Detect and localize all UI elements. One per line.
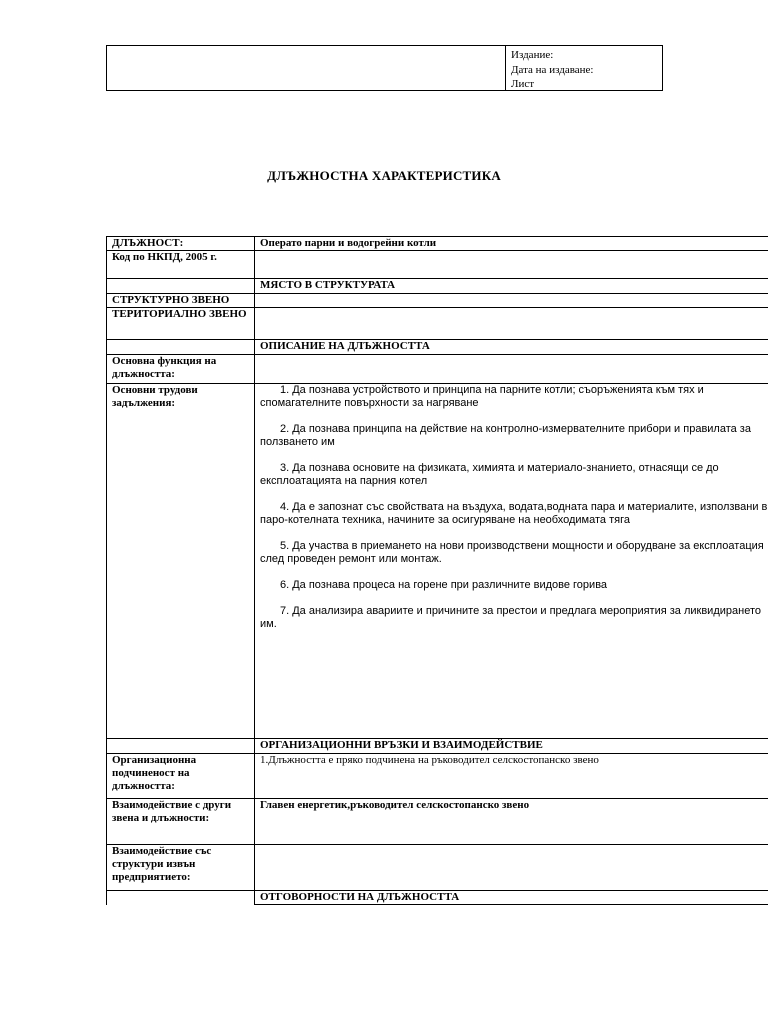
duty-item: 1. Да познава устройството и принципа на парните котли; съоръженията към тях и спомагателните повърхности за нагряване (260, 384, 704, 409)
header-info (511, 48, 593, 92)
duty-item: 2. Да познава принципа на действие на контролно-измервателните прибори и правилата за ползването им (260, 423, 751, 448)
header-divider (505, 46, 506, 90)
edition-label: Издание: (511, 49, 554, 61)
structural-unit-label: СТРУКТУРНО ЗВЕНО (107, 294, 255, 308)
sheet-label: Лист (511, 78, 535, 90)
territorial-unit-label: ТЕРИТОРИАЛНО ЗВЕНО (107, 308, 255, 340)
position-value: Операто парни и водогрейни котли (255, 237, 768, 251)
code-label: Код по НКПД, 2005 г. (107, 251, 255, 279)
table-row (107, 384, 768, 739)
table-row (107, 754, 768, 799)
duty-item: 7. Да анализира авариите и причините за престои и предлага мероприятия за ликвидирането им. (260, 605, 761, 630)
subordination-label: Организационна подчиненост на длъжността: (107, 754, 255, 799)
main-function-label: Основна функция на длъжността: (107, 355, 255, 384)
issue-date-label: Дата на издаване: (511, 63, 594, 76)
interaction-value: Главен енергетик,ръководител селскостопанско звено (255, 799, 768, 845)
duty-item: 5. Да участва в приемането на нови производствени мощности и оборудване за експлоатация след проведен ремонт или монтаж. (260, 540, 764, 565)
section-structure: МЯСТО В СТРУКТУРАТА (255, 279, 768, 294)
duties-list (255, 384, 768, 739)
table-row (107, 340, 768, 355)
table-row (107, 799, 768, 845)
section-org-relations: ОРГАНИЗАЦИОННИ ВРЪЗКИ И ВЗАИМОДЕЙСТВИЕ (255, 739, 768, 754)
interaction-label: Взаимодействие с други звена и длъжности: (107, 799, 255, 845)
table-row (107, 294, 768, 308)
subordination-value: 1.Длъжността е пряко подчинена на ръководител селскостопанско звено (255, 754, 768, 799)
table-row (107, 251, 768, 279)
duty-item: 6. Да познава процеса на горене при различните видове горива (280, 579, 608, 591)
table-row (107, 739, 768, 754)
external-interaction-label: Взаимодействие със структури извън предприятието: (107, 845, 255, 891)
section-responsibilities: ОТГОВОРНОСТИ НА ДЛЪЖНОСТТА (255, 891, 768, 905)
table-row (107, 237, 768, 251)
duty-item: 4. Да е запознат със свойствата на въздуха, водата,водната пара и материалите, използвани в паро-котелната техника, начините за осигуряване на необходимата тяга (260, 501, 768, 526)
table-row (107, 308, 768, 340)
table-row (107, 891, 768, 905)
table-row (107, 355, 768, 384)
table-row (107, 845, 768, 891)
duty-item: 3. Да познава основите на физиката, химията и материало-знанието, отнасящи се до експлоатацията на парния котел (260, 462, 719, 487)
section-description: ОПИСАНИЕ НА ДЛЪЖНОСТТА (255, 340, 768, 355)
main-duties-label: Основни трудови задължения: (107, 384, 255, 739)
job-description-table (106, 236, 768, 905)
position-label: ДЛЪЖНОСТ: (107, 237, 255, 251)
document-header-box (106, 45, 663, 91)
code-value (255, 251, 768, 279)
page-title: ДЛЪЖНОСТНА ХАРАКТЕРИСТИКА (267, 168, 501, 183)
table-row (107, 279, 768, 294)
